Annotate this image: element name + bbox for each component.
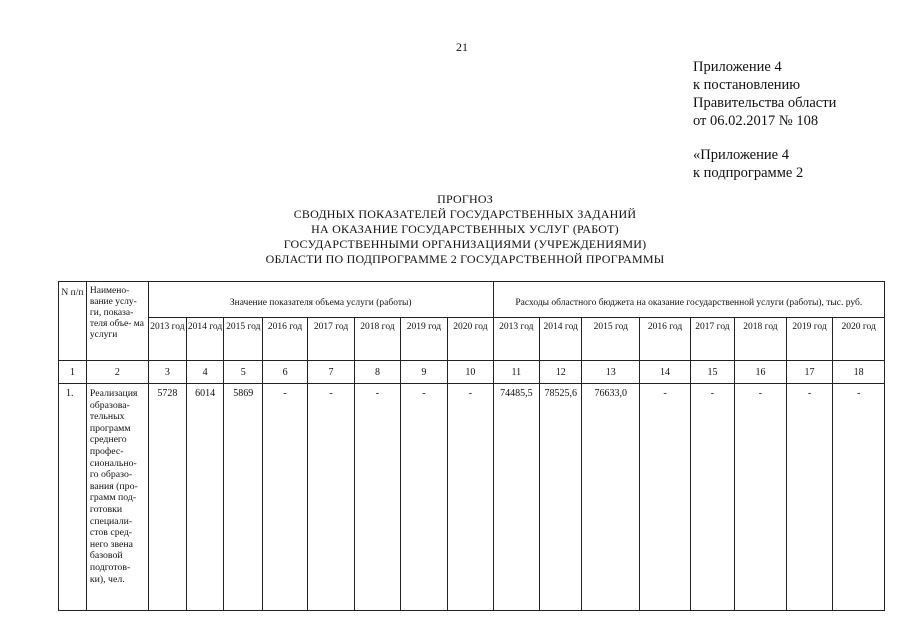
header-group-expenses: Расходы областного бюджета на оказание государственной услуги (работы), тыс. руб. <box>493 282 884 318</box>
header-year-expenses: 2016 год <box>640 318 691 361</box>
appendix-subprogram-block <box>693 146 803 182</box>
column-number: 15 <box>690 361 734 384</box>
column-number: 5 <box>224 361 263 384</box>
header-year-expenses: 2017 год <box>690 318 734 361</box>
header-year-volume: 2020 год <box>448 318 493 361</box>
data-cell: 5728 <box>148 384 186 611</box>
title-line: ГОСУДАРСТВЕННЫМИ ОРГАНИЗАЦИЯМИ (УЧРЕЖДЕНИЯМИ) <box>283 237 647 251</box>
header-year-volume: 2017 год <box>307 318 354 361</box>
title-line: НА ОКАЗАНИЕ ГОСУДАРСТВЕННЫХ УСЛУГ (РАБОТ) <box>311 222 619 236</box>
title-line: ОБЛАСТИ ПО ПОДПРОГРАММЕ 2 ГОСУДАРСТВЕННОЙ ПРОГРАММЫ <box>265 252 665 266</box>
data-cell: - <box>640 384 691 611</box>
column-number: 17 <box>786 361 832 384</box>
header-year-expenses: 2019 год <box>786 318 832 361</box>
header-year-volume: 2014 год <box>187 318 224 361</box>
column-number: 12 <box>540 361 582 384</box>
header-year-expenses: 2018 год <box>735 318 787 361</box>
data-cell: - <box>448 384 493 611</box>
data-cell: - <box>735 384 787 611</box>
header-year-volume: 2018 год <box>355 318 400 361</box>
data-cell: 78525,6 <box>540 384 582 611</box>
header-year-expenses: 2013 год <box>493 318 539 361</box>
column-number: 2 <box>86 361 148 384</box>
column-number: 3 <box>148 361 186 384</box>
data-cell: - <box>690 384 734 611</box>
data-cell: - <box>355 384 400 611</box>
column-number: 18 <box>833 361 885 384</box>
header-group-volume: Значение показателя объема услуги (работы) <box>148 282 493 318</box>
data-cell: - <box>400 384 447 611</box>
appendix-sub-line: к подпрограмме 2 <box>693 165 804 181</box>
data-cell: - <box>307 384 354 611</box>
data-cell: 76633,0 <box>582 384 640 611</box>
header-year-expenses: 2020 год <box>833 318 885 361</box>
data-cell: 5869 <box>224 384 263 611</box>
column-number: 4 <box>187 361 224 384</box>
column-number: 1 <box>59 361 87 384</box>
header-year-volume: 2016 год <box>263 318 307 361</box>
row-name: Реализация образова- тельных программ среднего профес- сионально- го образо- вания (про- грамм под- готовки специали- стов сред- него звена базовой подготов- ки), чел. <box>86 384 148 611</box>
header-year-volume: 2013 год <box>148 318 186 361</box>
forecast-table <box>58 281 885 611</box>
title-line: ПРОГНОЗ <box>437 192 493 206</box>
column-number: 13 <box>582 361 640 384</box>
header-n: N п/п <box>59 282 87 361</box>
data-cell: 74485,5 <box>493 384 539 611</box>
data-cell: - <box>263 384 307 611</box>
row-index: 1. <box>59 384 87 611</box>
data-cell: - <box>786 384 832 611</box>
appendix-line: Приложение 4 <box>693 59 782 75</box>
document-title <box>200 192 730 267</box>
header-year-expenses: 2014 год <box>540 318 582 361</box>
title-line: СВОДНЫХ ПОКАЗАТЕЛЕЙ ГОСУДАРСТВЕННЫХ ЗАДАНИЙ <box>293 207 637 221</box>
appendix-line: от 06.02.2017 № 108 <box>693 113 819 129</box>
header-name: Наимено- вание услу- ги, показа- теля объе- ма услуги <box>86 282 148 361</box>
data-cell: 6014 <box>187 384 224 611</box>
column-number: 16 <box>735 361 787 384</box>
appendix-line: к постановлению <box>693 77 801 93</box>
appendix-sub-line: «Приложение 4 <box>693 147 789 163</box>
header-year-expenses: 2015 год <box>582 318 640 361</box>
data-cell: - <box>833 384 885 611</box>
column-number: 8 <box>355 361 400 384</box>
column-number: 10 <box>448 361 493 384</box>
appendix-line: Правительства области <box>693 95 837 111</box>
column-number: 6 <box>263 361 307 384</box>
header-year-volume: 2015 год <box>224 318 263 361</box>
column-number: 14 <box>640 361 691 384</box>
column-number: 7 <box>307 361 354 384</box>
appendix-block <box>693 58 836 130</box>
column-number: 11 <box>493 361 539 384</box>
column-number: 9 <box>400 361 447 384</box>
header-year-volume: 2019 год <box>400 318 447 361</box>
page-number: 21 <box>456 40 468 54</box>
